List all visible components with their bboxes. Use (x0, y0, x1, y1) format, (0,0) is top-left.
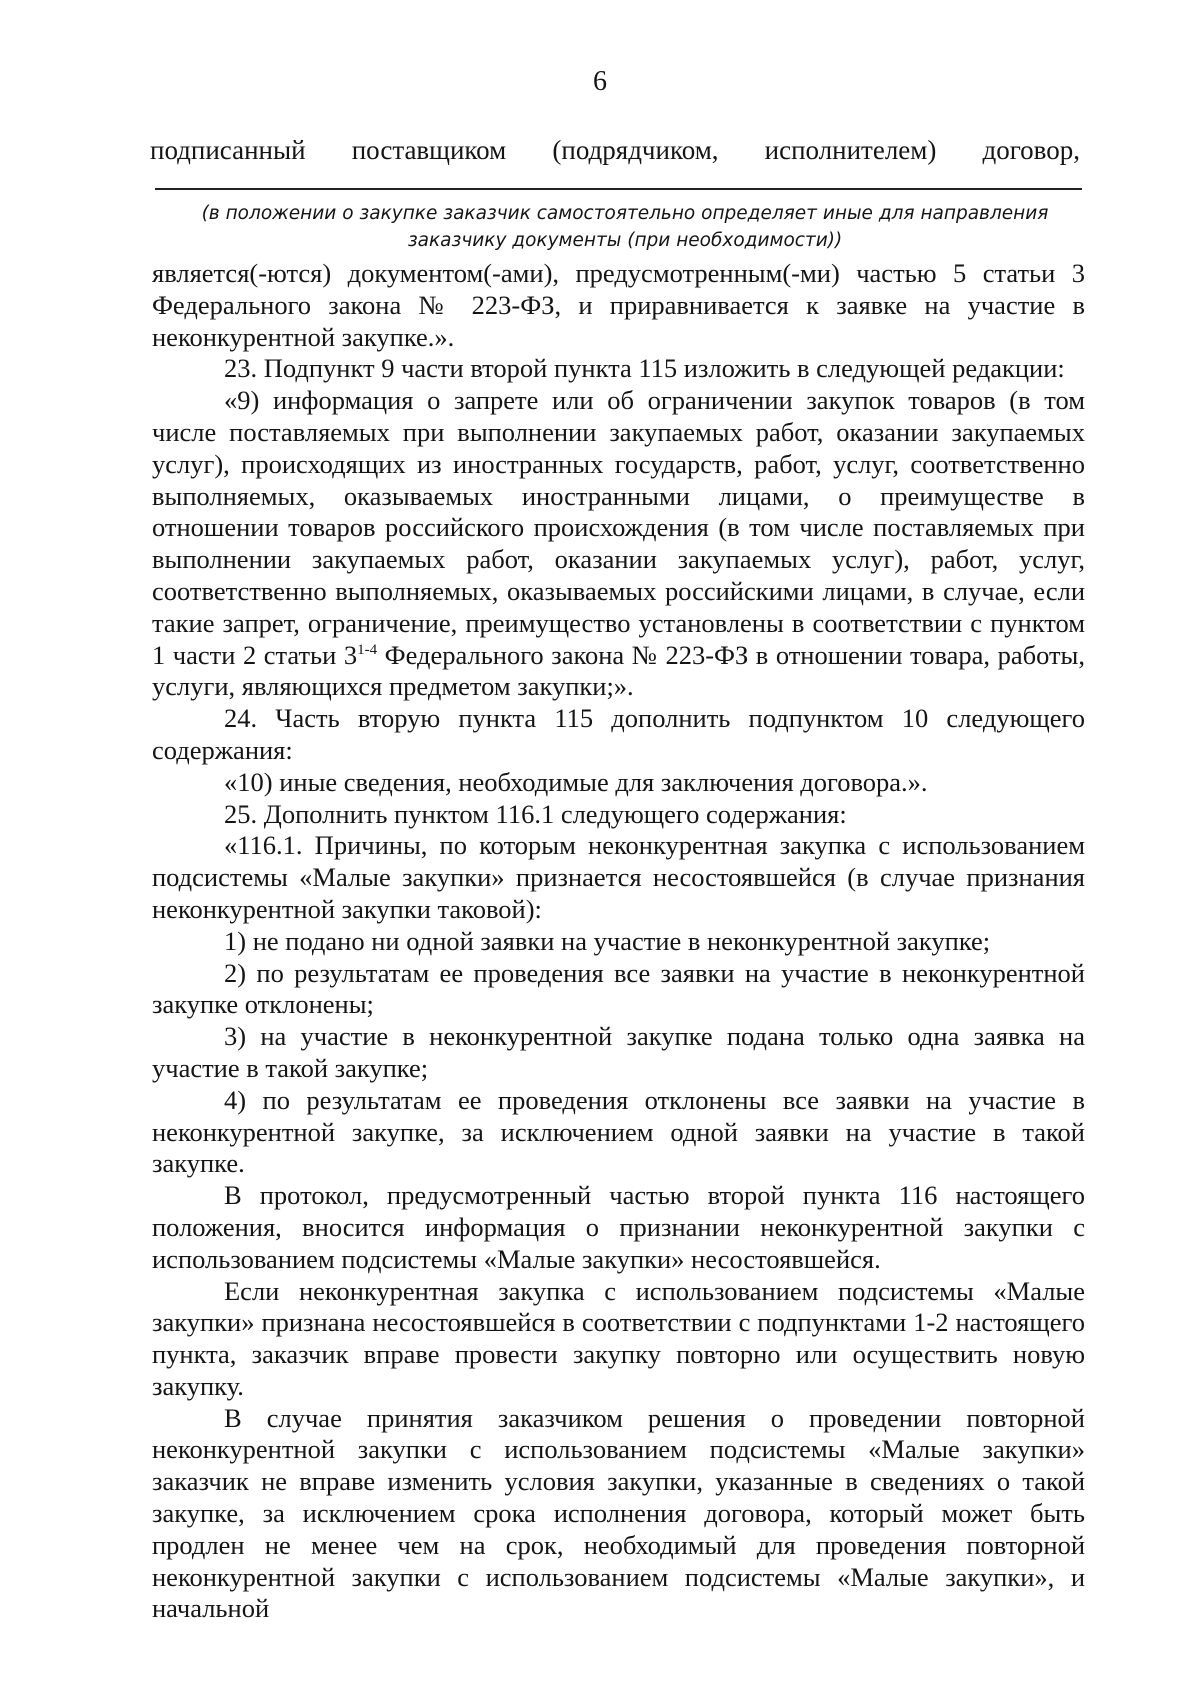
paragraph-text: Федерального закона № 223-ФЗ в отношении товара, работы, услуги, являющихся предметом закупки;». (152, 639, 1085, 702)
fill-in-blank-line (155, 188, 1082, 190)
page-number: 6 (593, 66, 607, 97)
form-word: договор, (982, 135, 1080, 165)
form-first-line (150, 133, 1080, 167)
paragraph-item-24: 24. Часть вторую пункта 115 дополнить подпунктом 10 следующего содержания: (152, 703, 1085, 765)
form-word: поставщиком (351, 135, 507, 165)
paragraph: Если неконкурентная закупка с использованием подсистемы «Малые закупки» признана несостоявшейся в соответствии с подпунктами 1-2 настоящего пункта, заказчик вправе провести закупку повторно или осуществить новую закупку. (152, 1275, 1085, 1401)
hint-line: заказчику документы (при необходимости)) (407, 230, 843, 251)
paragraph: В случае принятия заказчиком решения о проведении повторной неконкурентной закупки с использованием подсистемы «Малые закупки» заказчик не вправе изменить условия закупки, указанные в сведениях о такой закупке, за исключением срока исполнения договора, который может быть продлен не менее чем на срок, необходимый для проведения повторной неконкурентной закупки с использованием подсистемы «Малые закупки», и начальной (152, 1402, 1085, 1624)
blank-field-hint (160, 200, 1090, 254)
paragraph: В протокол, предусмотренный частью второй пункта 116 настоящего положения, вносится информация о признании неконкурентной закупки с использованием подсистемы «Малые закупки» несостоявшейся. (152, 1180, 1085, 1274)
paragraph-116-1: «116.1. Причины, по которым неконкурентная закупка с использованием подсистемы «Малые закупки» признается несостоявшейся (в случае признания неконкурентной закупки таковой): (152, 830, 1085, 924)
paragraph-text: «9) информация о запрете или об ограничении закупок товаров (в том числе поставляемых при выполнении закупаемых работ, оказании закупаемых услуг), происходящих из иностранных государств, работ, услуг, соответственно выполняемых, оказываемых иностранными лицами, о преимуществе в отношении товаров российского происхождения (в том числе поставляемых при выполнении закупаемых работ, оказании закупаемых услуг), работ, услуг, соответственно выполняемых, оказываемых российскими лицами, в случае, если такие запрет, ограничение, преимущество установлены в соответствии с пунктом 1 части 2 статьи 3 (152, 385, 1085, 670)
list-item-3: 3) на участие в неконкурентной закупке подана только одна заявка на участие в такой закупке; (152, 1021, 1085, 1083)
form-word: исполнителем) (764, 135, 937, 165)
paragraph-subitem-9 (152, 385, 1085, 703)
list-item-4: 4) по результатам ее проведения отклонены все заявки на участие в неконкурентной закупке, за исключением одной заявки на участие в такой закупке. (152, 1084, 1085, 1179)
form-word: подписанный (150, 135, 306, 165)
paragraph-item-25: 25. Дополнить пунктом 116.1 следующего содержания: (224, 798, 847, 829)
document-body (152, 258, 1085, 1625)
paragraph: является(-ются) документом(-ами), предусмотренным(-ми) частью 5 статьи 3 Федерального закона № 223-ФЗ, и приравнивается к заявке на участие в неконкурентной закупке.». (152, 258, 1085, 352)
form-word: (подрядчиком, (552, 135, 719, 165)
list-item-2: 2) по результатам ее проведения все заявки на участие в неконкурентной закупке отклонены; (152, 957, 1085, 1020)
paragraph-item-23: 23. Подпункт 9 части второй пункта 115 изложить в следующей редакции: (224, 353, 1065, 384)
superscript-index: 1-4 (357, 641, 378, 658)
hint-line: (в положении о закупке заказчик самостоятельно определяет иные для направления (201, 203, 1049, 224)
list-item-1: 1) не подано ни одной заявки на участие в неконкурентной закупке; (224, 925, 991, 956)
paragraph-subitem-10: «10) иные сведения, необходимые для заключения договора.». (224, 766, 928, 797)
